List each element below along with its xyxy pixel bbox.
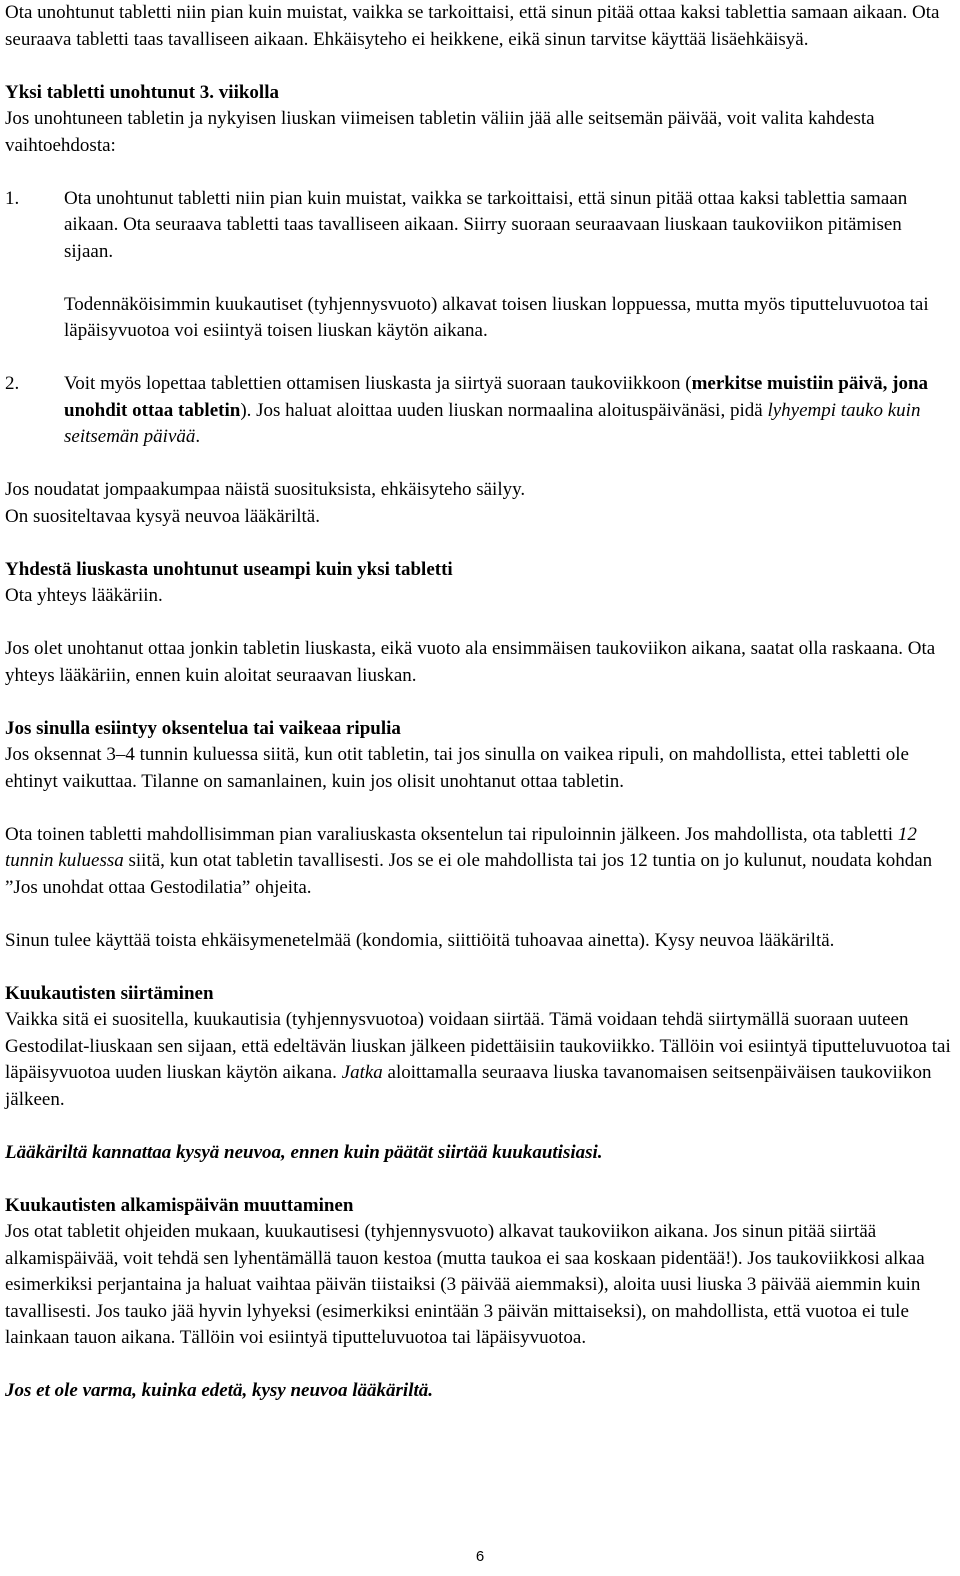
option-2	[5, 371, 955, 451]
option-2-text-b: ). Jos haluat aloittaa uuden liuskan normaalina aloituspäivänäsi, pidä	[240, 399, 768, 421]
option-2-italic: lyhyempi tauko kuin seitsemän päivää	[64, 399, 921, 447]
section-multiple	[5, 557, 955, 690]
option-2-number: 2.	[5, 373, 20, 394]
follow-line-2: On suositeltavaa kysyä neuvoa lääkäriltä.	[5, 505, 320, 527]
section-heading-multiple: Yhdestä liuskasta unohtunut useampi kuin yksi tabletti	[5, 558, 453, 580]
vomiting-paragraph-3: Sinun tulee käyttää toista ehkäisymenetelmää (kondomia, siittiöitä tuhoavaa ainetta). Kysy neuvoa lääkäriltä.	[5, 929, 835, 951]
shift-paragraph	[5, 1007, 955, 1113]
option-1-number: 1.	[5, 187, 20, 209]
week3-paragraph: Jos unohtuneen tabletin ja nykyisen liuskan viimeisen tabletin väliin jää alle seitsemän päivää, voit valita kahdesta vaihtoehdosta:	[5, 108, 875, 156]
section-week3	[5, 80, 955, 531]
section-vomiting	[5, 716, 955, 955]
vomiting-text2-b: siitä, kun otat tabletin tavallisesti. Jos se ei ole mahdollista tai jos 12 tuntia on jo kulunut, noudata kohdan ”Jos unohdat ottaa Gestodilatia” ohjeita.	[5, 850, 933, 898]
section-heading-change: Kuukautisten alkamispäivän muuttaminen	[5, 1194, 354, 1216]
section-shift	[5, 981, 955, 1167]
option-2-text	[64, 371, 955, 451]
shift-text-italic: Jatka	[341, 1062, 383, 1083]
option-2-bold: merkitse muistiin päivä, jona unohdit ottaa tabletin	[64, 373, 929, 421]
option-1	[5, 186, 955, 266]
change-advice: Jos et ole varma, kuinka edetä, kysy neuvoa lääkäriltä.	[5, 1380, 434, 1401]
option-2-text-c: .	[195, 426, 201, 447]
section-change	[5, 1193, 955, 1405]
document-page	[5, 0, 955, 1405]
section-heading-vomiting: Jos sinulla esiintyy oksentelua tai vaikeaa ripulia	[5, 717, 401, 739]
vomiting-paragraph-2	[5, 822, 955, 902]
multiple-paragraph: Jos olet unohtanut ottaa jonkin tabletin liuskasta, eikä vuoto ala ensimmäisen taukoviikon aikana, saatat olla raskaana. Ota yhteys lääkäriin, ennen kuin aloitat seuraavan liuskan.	[5, 638, 936, 686]
intro-paragraph: Ota unohtunut tabletti niin pian kuin muistat, vaikka se tarkoittaisi, että sinun pitää ottaa kaksi tablettia samaan aikaan. Ota seuraava tabletti taas tavalliseen aikaan. Ehkäisyteho ei heikkene, eikä sinun tarvitse käyttää lisäehkäisyä.	[5, 2, 940, 50]
page-number: 6	[475, 1548, 485, 1565]
option-2-text-a: Voit myös lopettaa tablettien ottamisen liuskasta ja siirtyä suoraan taukoviikkoon (	[64, 373, 692, 394]
shift-text-a: Vaikka sitä ei suositella, kuukautisia (tyhjennysvuotoa) voidaan siirtää. Tämä voidaan tehdä siirtymällä suoraan uuteen Gestodilat-liuskaan sen sijaan, että edeltävän liuskan jälkeen pidettäisiin taukoviikko. Tällöin voi esiintyä tiputteluvuotoa tai läpäisyvuotoa uuden liuskan käytön aikana.	[5, 1009, 951, 1083]
option-1-text: Ota unohtunut tabletti niin pian kuin muistat, vaikka se tarkoittaisi, että sinun pitää ottaa kaksi tablettia samaan aikaan. Ota seuraava tabletti taas tavalliseen aikaan. Siirry suoraan seuraavaan liuskaan taukoviikon pitämisen sijaan.	[64, 187, 908, 262]
section-heading-shift: Kuukautisten siirtäminen	[5, 982, 214, 1004]
vomiting-text2-a: Ota toinen tabletti mahdollisimman pian varaliuskasta oksentelun tai ripuloinnin jälkeen. Jos mahdollista, ota tabletti	[5, 823, 898, 845]
multiple-line: Ota yhteys lääkäriin.	[5, 585, 163, 606]
section-heading-week3: Yksi tabletti unohtunut 3. viikolla	[5, 81, 279, 103]
option-1-note: Todennäköisimmin kuukautiset (tyhjennysvuoto) alkavat toisen liuskan loppuessa, mutta myös tiputteluvuotoa tai läpäisyvuotoa voi esiintyä toisen liuskan käytön aikana.	[64, 293, 929, 341]
vomiting-text2-italic: 12 tunnin kuluessa	[5, 823, 917, 871]
shift-text-b: aloittamalla seuraava liuska tavanomaisen seitsenpäiväisen taukoviikon jälkeen.	[5, 1062, 932, 1110]
shift-advice: Lääkäriltä kannattaa kysyä neuvoa, ennen kuin päätät siirtää kuukautisiasi.	[5, 1141, 603, 1163]
follow-line-1: Jos noudatat jompaakumpaa näistä suosituksista, ehkäisyteho säilyy.	[5, 479, 526, 500]
change-paragraph: Jos otat tabletit ohjeiden mukaan, kuukautisesi (tyhjennysvuoto) alkavat taukoviikon aikana. Jos sinun pitää siirtää alkamispäivää, voit tehdä sen lyhentämällä tauon kestoa (mutta taukoa ei saa koskaan pidentää!). Jos taukoviikkosi alkaa esimerkiksi perjantaina ja haluat vaihtaa päivän tiistaiksi (3 päivää aiemmaksi), aloita uusi liuska 3 päivää aiemmin kuin tavallisesti. Jos tauko jää hyvin lyhyeksi (esimerkiksi enintään 3 päivän mittaiseksi), on mahdollista, että vuotoa ei tule lainkaan tauon aikana. Tällöin voi esiintyä tiputteluvuotoa tai läpäisyvuotoa.	[5, 1221, 925, 1348]
vomiting-paragraph-1: Jos oksennat 3–4 tunnin kuluessa siitä, kun otit tabletin, tai jos sinulla on vaikea ripuli, on mahdollista, ettei tabletti ole ehtinyt vaikuttaa. Tilanne on samanlainen, kuin jos olisit unohtanut ottaa tabletin.	[5, 744, 909, 792]
